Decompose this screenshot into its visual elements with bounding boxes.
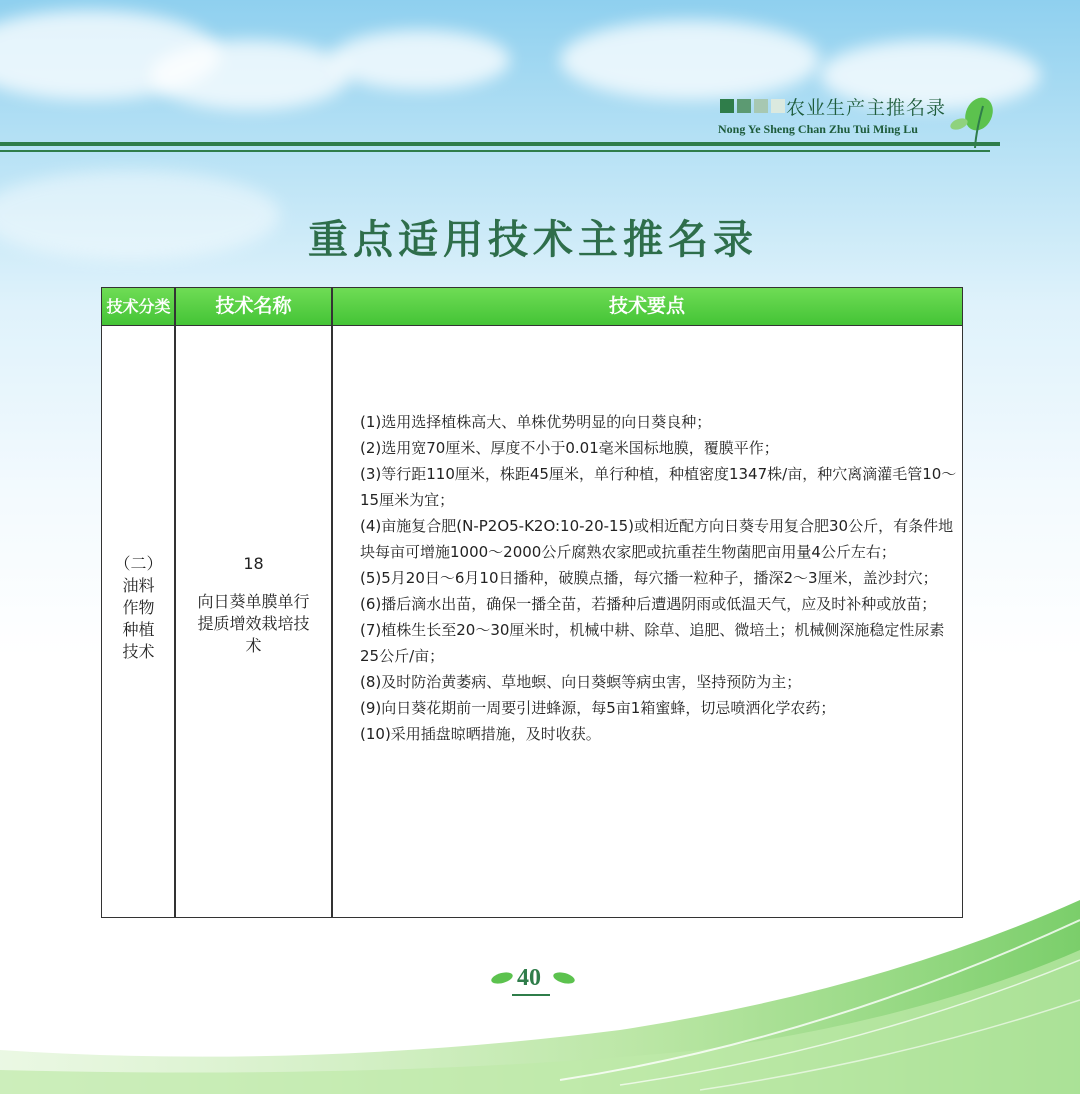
key-point: (2)选用宽70厘米、厚度不小于0.01毫米国标地膜，覆膜平作； (360, 439, 779, 457)
column-header-category: 技术分类 (106, 297, 171, 316)
column-header-key-points: 技术要点 (608, 295, 685, 317)
key-point: (5)5月20日～6月10日播种，破膜点播，每穴播一粒种子，播深2～3厘米，盖沙封穴； (360, 569, 938, 587)
key-points-cell (360, 409, 960, 747)
header-title: 农业生产主推名录 (786, 97, 947, 119)
page-number: 40 (517, 965, 541, 991)
page-number-underline (512, 994, 550, 996)
key-point: (6)播后滴水出苗，确保一播全苗，若播种后遭遇阴雨或低温天气，应及时补种或放苗； (360, 595, 937, 613)
page-title: 重点适用技术主推名录 (308, 217, 758, 263)
key-point: (8)及时防治黄萎病、草地螟、向日葵螟等病虫害，坚持预防为主； (360, 673, 802, 691)
technology-name: 向日葵单膜单行提质增效栽培技术 (197, 592, 310, 655)
technology-table (101, 287, 963, 918)
key-point: (3)等行距110厘米，株距45厘米，单行种植，种植密度1347株/亩，种穴离滴灌毛管10～15厘米为宜； (360, 465, 957, 509)
category-line: （二） (114, 554, 163, 573)
key-point: (9)向日葵花期前一周要引进蜂源，每5亩1箱蜜蜂，切忌喷洒化学农药； (360, 699, 836, 717)
header-divider (0, 150, 990, 152)
category-cell (102, 553, 175, 663)
cloud (150, 40, 350, 110)
cloud (560, 20, 820, 100)
category-line: 油料 (122, 576, 155, 595)
column-header-name: 技术名称 (215, 295, 292, 317)
leaf-icon (552, 970, 576, 986)
category-line: 种植 (122, 620, 155, 639)
cloud (330, 30, 510, 90)
category-line: 作物 (122, 598, 155, 617)
key-point: (1)选用选择植株高大、单株优势明显的向日葵良种； (360, 413, 712, 431)
category-line: 技术 (122, 642, 155, 661)
header-subtitle: Nong Ye Sheng Chan Zhu Tui Ming Lu (718, 122, 918, 136)
technology-name-cell (175, 553, 332, 657)
technology-number: 18 (243, 554, 264, 573)
key-point: (7)植株生长至20～30厘米时，机械中耕、除草、追肥、微培土；机械侧深施稳定性尿素25公斤/亩； (360, 621, 945, 665)
key-point: (4)亩施复合肥(N-P2O5-K2O:10-20-15)或相近配方向日葵专用复合肥30公斤，有条件地块每亩可增施1000～2000公斤腐熟农家肥或抗重茬生物菌肥亩用量4公斤左右； (360, 517, 954, 561)
header-divider (0, 142, 1000, 146)
table-header-row (102, 288, 962, 326)
key-point: (10)采用插盘晾晒措施，及时收获。 (360, 725, 601, 743)
header-squares-decoration (720, 99, 785, 113)
leaf-icon (490, 970, 514, 986)
